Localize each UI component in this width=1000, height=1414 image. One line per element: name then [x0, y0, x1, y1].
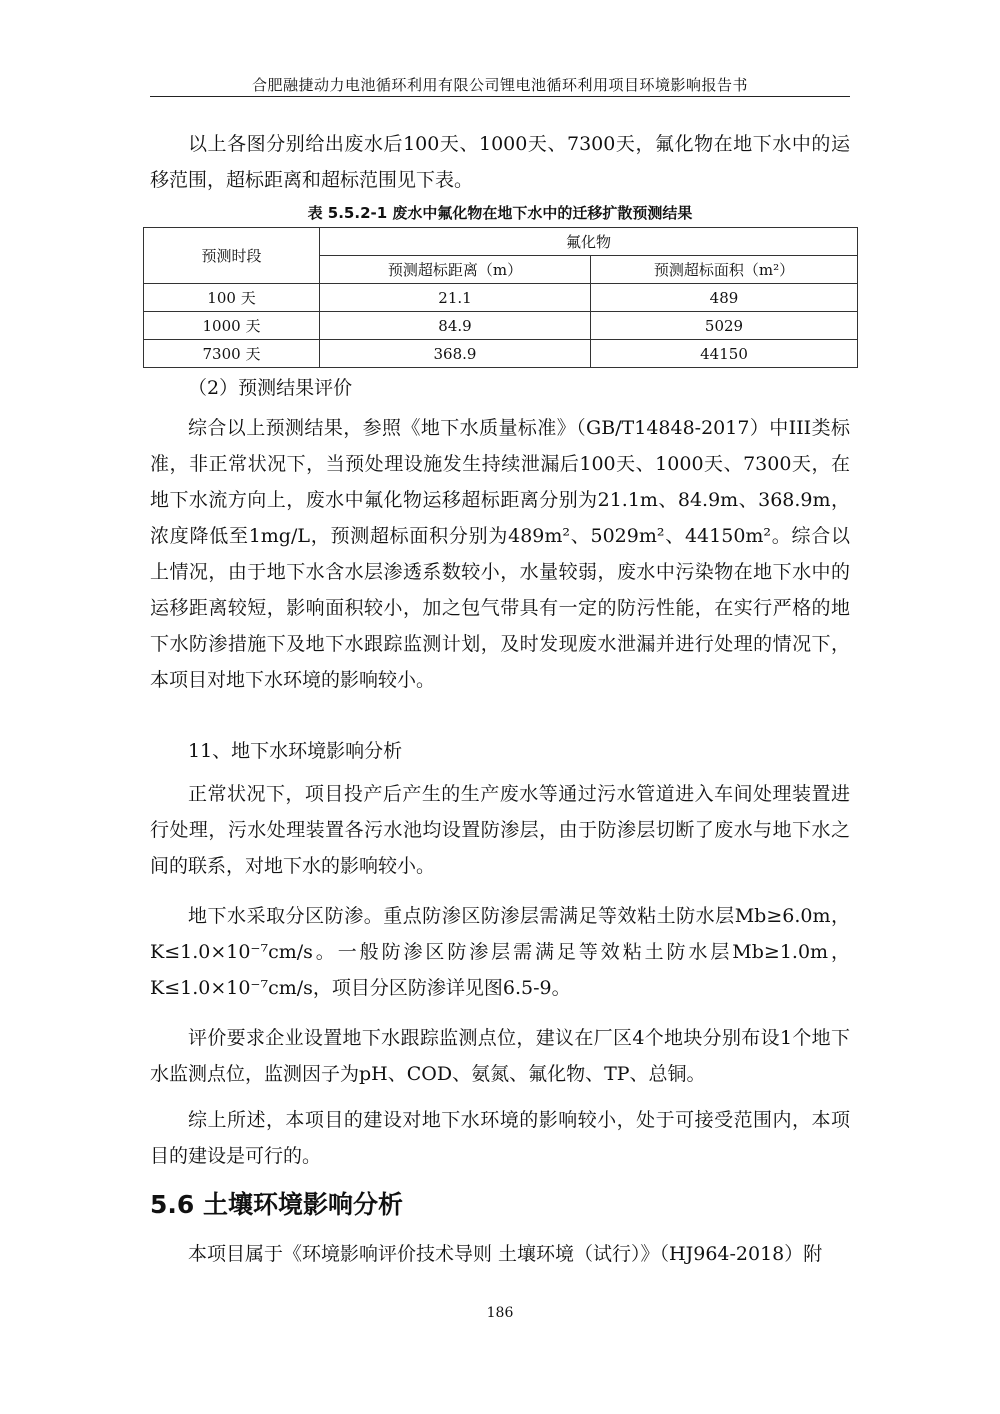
monitoring-paragraph: 评价要求企业设置地下水跟踪监测点位，建议在厂区4个地块分别布设1个地下水监测点位，监测因子为pH、COD、氨氮、氟化物、TP、总铜。	[150, 1027, 850, 1085]
cell-distance: 84.9	[320, 312, 591, 340]
sub-heading-evaluation: （2）预测结果评价	[188, 377, 353, 399]
normal-condition-paragraph: 正常状况下，项目投产后产生的生产废水等通过污水管道进入车间处理装置进行处理，污水处理装置各污水池均设置防渗层，由于防渗层切断了废水与地下水之间的联系，对地下水的影响较小。	[150, 783, 850, 877]
cell-area: 5029	[591, 312, 858, 340]
table-caption: 表 5.5.2-1 废水中氟化物在地下水中的迁移扩散预测结果	[307, 204, 693, 222]
header-rule	[150, 96, 850, 97]
header-fluoride: 氟化物	[320, 228, 858, 256]
evaluation-paragraph: 综合以上预测结果，参照《地下水质量标准》（GB/T14848-2017）中III类标准，非正常状况下，当预处理设施发生持续泄漏后100天、1000天、7300天，在地下水流方向上，废水中氟化物运移超标距离分别为21.1m、84.9m、368.9m，浓度降低至1mg/L，预测超标面积分别为489m²、5029m²、44150m²。综合以上情况，由于地下水含水层渗透系数较小，水量较弱，废水中污染物在地下水中的运移距离较短，影响面积较小，加之包气带具有一定的防污性能，在实行严格的地下水防渗措施下及地下水跟踪监测计划，及时发现废水泄漏并进行处理的情况下，本项目对地下水环境的影响较小。	[150, 417, 850, 691]
prediction-table	[143, 227, 858, 368]
header-period: 预测时段	[144, 228, 320, 284]
table-header-row	[144, 228, 858, 256]
cell-area: 489	[591, 284, 858, 312]
header-distance: 预测超标距离（m）	[320, 256, 591, 284]
running-header: 合肥融捷动力电池循环利用有限公司锂电池循环利用项目环境影响报告书	[251, 76, 748, 94]
seepage-paragraph: 地下水采取分区防渗。重点防渗区防渗层需满足等效粘土防水层Mb≥6.0m，K≤1.0×10⁻⁷cm/s。一般防渗区防渗层需满足等效粘土防水层Mb≥1.0m，K≤1.0×10⁻⁷cm/s，项目分区防渗详见图6.5-9。	[150, 905, 850, 999]
table-row	[144, 312, 858, 340]
intro-paragraph: 以上各图分别给出废水后100天、1000天、7300天，氟化物在地下水中的运移范围，超标距离和超标范围见下表。	[150, 133, 850, 191]
cell-period: 7300 天	[144, 340, 320, 368]
cell-distance: 368.9	[320, 340, 591, 368]
table-row	[144, 340, 858, 368]
table-row	[144, 284, 858, 312]
summary-paragraph: 综上所述，本项目的建设对地下水环境的影响较小，处于可接受范围内，本项目的建设是可行的。	[150, 1109, 850, 1167]
cell-period: 1000 天	[144, 312, 320, 340]
soil-intro-paragraph: 本项目属于《环境影响评价技术导则 土壤环境（试行）》（HJ964-2018）附	[188, 1243, 823, 1265]
section-5-6-heading: 5.6 土壤环境影响分析	[150, 1190, 403, 1219]
page-number: 186	[486, 1305, 514, 1321]
cell-area: 44150	[591, 340, 858, 368]
cell-period: 100 天	[144, 284, 320, 312]
header-area: 预测超标面积（m²）	[591, 256, 858, 284]
cell-distance: 21.1	[320, 284, 591, 312]
section-11-heading: 11、地下水环境影响分析	[188, 740, 403, 762]
